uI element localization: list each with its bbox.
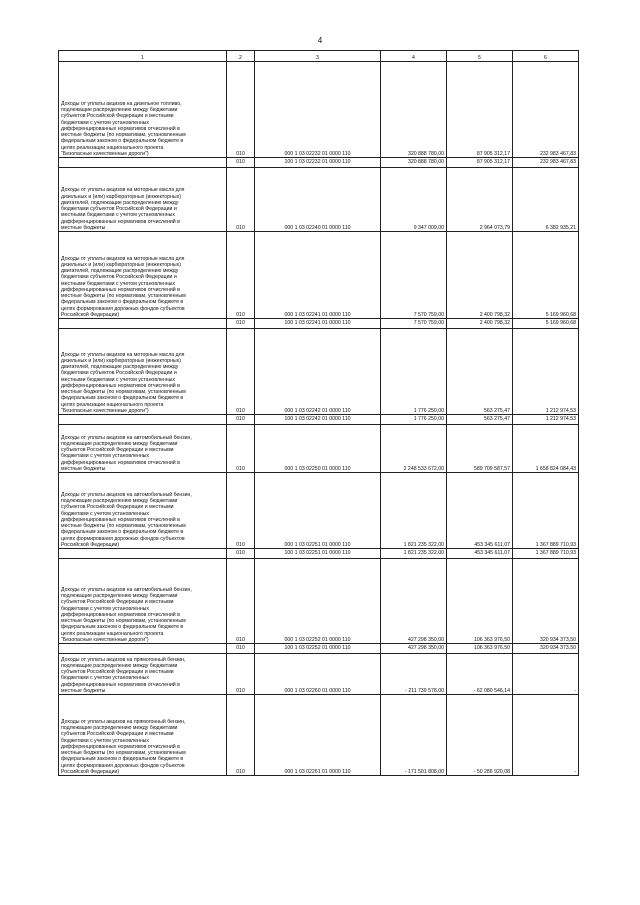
empty-description-cell [59, 549, 227, 559]
table-subrow [59, 644, 579, 654]
revenue-table [58, 50, 579, 776]
revenue-description: Доходы от уплаты акцизов на прямогонный бензин, подлежащие распределению между бюджетами субъектов Российской Федерации и местными бюджетами с учетом установленных дифференцированных нормативов отчислений в местные бюджеты [59, 654, 227, 695]
revenue-description: Доходы от уплаты акцизов на автомобильный бензин, подлежащие распределению между бюджетами субъектов Российской Федерации и местными бюджетами с учетом установленных дифференцированных нормативов отчислений в местные бюджеты (по нормативам, установленным федеральным законом о федеральном бюджете в целях формирования дорожных фондов субъектов Российской Федерации) [59, 473, 227, 549]
line-code: 010 [227, 62, 255, 158]
executed-amount: 106 363 976,50 [447, 644, 513, 654]
header-col-2: 2 [227, 51, 255, 62]
table-row [59, 654, 579, 695]
budget-classification-code: 000 1 03 02261 01 0000 110 [255, 695, 381, 776]
approved-amount: - 171 501 808,00 [381, 695, 447, 776]
unexecuted-amount: 5 169 960,68 [513, 232, 579, 319]
approved-amount: 1 821 235 322,00 [381, 549, 447, 559]
approved-amount: 1 776 250,00 [381, 415, 447, 425]
unexecuted-amount: - [513, 654, 579, 695]
approved-amount: 320 888 780,00 [381, 158, 447, 168]
table-row [59, 559, 579, 644]
approved-amount: 9 347 009,00 [381, 168, 447, 232]
table-subrow [59, 549, 579, 559]
unexecuted-amount: 232 983 467,83 [513, 62, 579, 158]
budget-classification-code: 100 1 03 02241 01 0000 110 [255, 319, 381, 329]
approved-amount: 7 570 759,00 [381, 232, 447, 319]
budget-classification-code: 000 1 03 02250 01 0000 110 [255, 425, 381, 473]
unexecuted-amount: 1 367 889 710,93 [513, 549, 579, 559]
header-col-4: 4 [381, 51, 447, 62]
unexecuted-amount: 320 934 373,50 [513, 559, 579, 644]
executed-amount: 2 400 798,32 [447, 319, 513, 329]
unexecuted-amount: 1 367 889 710,93 [513, 473, 579, 549]
executed-amount: 106 363 976,50 [447, 559, 513, 644]
executed-amount: 563 275,47 [447, 415, 513, 425]
approved-amount: 427 298 350,00 [381, 559, 447, 644]
revenue-description: Доходы от уплаты акцизов на моторные масла для дизельных и (или) карбюраторных (инжекторных) двигателей, подлежащие распределению между бюджетами субъектов Российской Федерации и местными бюджетами с учетом установленных дифференцированных нормативов отчислений в местные бюджеты (по нормативам, установленным федеральным законом о федеральном бюджете в целях формирования дорожных фондов субъектов Российской Федерации) [59, 232, 227, 319]
executed-amount: - 62 080 546,14 [447, 654, 513, 695]
header-col-6: 6 [513, 51, 579, 62]
line-code: 010 [227, 329, 255, 415]
table-row [59, 473, 579, 549]
header-row [59, 51, 579, 62]
executed-amount: 2 964 073,79 [447, 168, 513, 232]
executed-amount: 453 345 611,07 [447, 473, 513, 549]
budget-classification-code: 000 1 03 02252 01 0000 110 [255, 559, 381, 644]
line-code: 010 [227, 644, 255, 654]
line-code: 010 [227, 473, 255, 549]
budget-classification-code: 100 1 03 02242 01 0000 110 [255, 415, 381, 425]
approved-amount: 320 888 780,00 [381, 62, 447, 158]
table-subrow [59, 415, 579, 425]
line-code: 010 [227, 559, 255, 644]
unexecuted-amount: 1 212 974,53 [513, 329, 579, 415]
empty-description-cell [59, 644, 227, 654]
executed-amount: 563 275,47 [447, 329, 513, 415]
unexecuted-amount: 232 983 467,83 [513, 158, 579, 168]
header-col-3: 3 [255, 51, 381, 62]
empty-description-cell [59, 415, 227, 425]
line-code: 010 [227, 549, 255, 559]
executed-amount: - 50 286 920,08 [447, 695, 513, 776]
executed-amount: 2 400 798,32 [447, 232, 513, 319]
budget-classification-code: 000 1 03 02241 01 0000 110 [255, 232, 381, 319]
approved-amount: - 211 739 578,00 [381, 654, 447, 695]
revenue-description: Доходы от уплаты акцизов на автомобильный бензин, подлежащие распределению между бюджетами субъектов Российской Федерации и местными бюджетами с учетом установленных дифференцированных нормативов отчислений в местные бюджеты [59, 425, 227, 473]
empty-description-cell [59, 158, 227, 168]
executed-amount: 589 709 587,57 [447, 425, 513, 473]
line-code: 010 [227, 415, 255, 425]
empty-description-cell [59, 319, 227, 329]
unexecuted-amount: 1 658 824 084,43 [513, 425, 579, 473]
page-number: 4 [317, 36, 323, 45]
line-code: 010 [227, 168, 255, 232]
approved-amount: 1 776 250,00 [381, 329, 447, 415]
budget-classification-code: 100 1 03 02232 01 0000 110 [255, 158, 381, 168]
header-col-1: 1 [59, 51, 227, 62]
table-row [59, 62, 579, 158]
line-code: 010 [227, 425, 255, 473]
executed-amount: 87 905 312,17 [447, 158, 513, 168]
line-code: 010 [227, 654, 255, 695]
header-col-5: 5 [447, 51, 513, 62]
line-code: 010 [227, 319, 255, 329]
budget-classification-code: 000 1 03 02240 01 0000 110 [255, 168, 381, 232]
budget-classification-code: 100 1 03 02252 01 0000 110 [255, 644, 381, 654]
budget-classification-code: 000 1 03 02242 01 0000 110 [255, 329, 381, 415]
approved-amount: 1 821 235 322,00 [381, 473, 447, 549]
table-row [59, 425, 579, 473]
revenue-description: Доходы от уплаты акцизов на автомобильный бензин, подлежащие распределению между бюджетами субъектов Российской Федерации и местными бюджетами с учетом установленных дифференцированных нормативов отчислений в местные бюджеты (по нормативам, установленным федеральным законом о федеральном бюджете в целях реализации национального проекта "Безопасные качественные дороги") [59, 559, 227, 644]
table-row [59, 695, 579, 776]
approved-amount: 2 248 533 672,00 [381, 425, 447, 473]
executed-amount: 453 345 611,07 [447, 549, 513, 559]
line-code: 010 [227, 232, 255, 319]
table-row [59, 232, 579, 319]
unexecuted-amount: 6 382 935,21 [513, 168, 579, 232]
table-subrow [59, 158, 579, 168]
line-code: 010 [227, 695, 255, 776]
unexecuted-amount: - [513, 695, 579, 776]
unexecuted-amount: 320 934 373,50 [513, 644, 579, 654]
revenue-description: Доходы от уплаты акцизов на моторные масла для дизельных и (или) карбюраторных (инжекторных) двигателей, подлежащие распределению между бюджетами субъектов Российской Федерации и местными бюджетами с учетом установленных дифференцированных нормативов отчислений в местные бюджеты (по нормативам, установленным федеральным законом о федеральном бюджете в целях реализации национального проекта "Безопасные качественные дороги") [59, 329, 227, 415]
budget-classification-code: 000 1 03 02251 01 0000 110 [255, 473, 381, 549]
table-row [59, 329, 579, 415]
table-row [59, 168, 579, 232]
table-subrow [59, 319, 579, 329]
budget-classification-code: 000 1 03 02260 01 0000 110 [255, 654, 381, 695]
approved-amount: 7 570 759,00 [381, 319, 447, 329]
unexecuted-amount: 1 212 974,53 [513, 415, 579, 425]
executed-amount: 87 905 312,17 [447, 62, 513, 158]
budget-classification-code: 000 1 03 02232 01 0000 110 [255, 62, 381, 158]
revenue-description: Доходы от уплаты акцизов на дизельное топливо, подлежащие распределению между бюджетами субъектов Российской Федерации и местными бюджетами с учетом установленных дифференцированных нормативов отчислений в местные бюджеты (по нормативам, установленным федеральным законом о федеральном бюджете в целях реализации национального проекта "Безопасные качественные дороги") [59, 62, 227, 158]
revenue-description: Доходы от уплаты акцизов на моторные масла для дизельных и (или) карбюраторных (инжекторных) двигателей, подлежащие распределению между бюджетами субъектов Российской Федерации и местными бюджетами с учетом установленных дифференцированных нормативов отчислений в местные бюджеты [59, 168, 227, 232]
unexecuted-amount: 5 169 960,68 [513, 319, 579, 329]
revenue-description: Доходы от уплаты акцизов на прямогонный бензин, подлежащие распределению между бюджетами субъектов Российской Федерации и местными бюджетами с учетом установленных дифференцированных нормативов отчислений в местные бюджеты (по нормативам, установленным федеральным законом о федеральном бюджете в целях формирования дорожных фондов субъектов Российской Федерации) [59, 695, 227, 776]
budget-classification-code: 100 1 03 02251 01 0000 110 [255, 549, 381, 559]
approved-amount: 427 298 350,00 [381, 644, 447, 654]
line-code: 010 [227, 158, 255, 168]
